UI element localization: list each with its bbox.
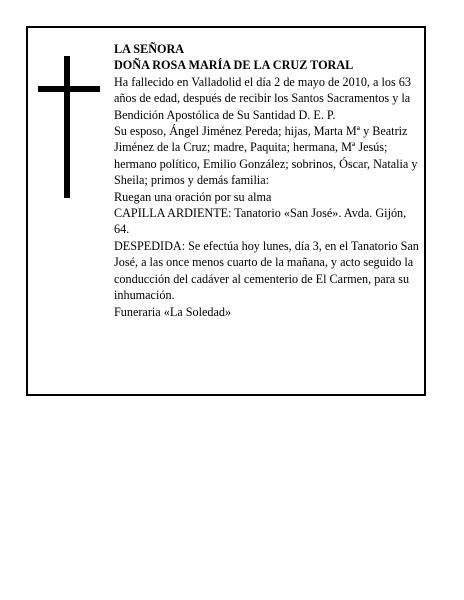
- cross-horizontal-bar: [38, 86, 100, 92]
- prayer-request: Ruegan una oración por su alma: [114, 189, 272, 204]
- obituary-notice: [26, 26, 426, 396]
- deceased-name: DOÑA ROSA MARÍA DE LA CRUZ TORAL: [114, 58, 354, 73]
- farewell-info: DESPEDIDA: Se efectúa hoy lunes, día 3, en el Tanatorio San José, a las once menos cuarto de la mañana, y acto seguido la conducción del cadáver al cementerio de El Carmen, para su inhumación.: [114, 238, 419, 303]
- cross-vertical-bar: [64, 56, 70, 198]
- family-list: Su esposo, Ángel Jiménez Pereda; hijas, Marta Mª y Beatriz Jiménez de la Cruz; madre, Paquita; hermana, Mª Jesús; hermano político, Emilio González; sobrinos, Óscar, Natalia y Sheila; primos y demás familia:: [114, 124, 418, 188]
- notice-title: LA SEÑORA: [114, 42, 185, 56]
- cross-icon: [38, 56, 100, 198]
- chapel-info: CAPILLA ARDIENTE: Tanatorio «San José». Avda. Gijón, 64.: [114, 206, 407, 237]
- death-announcement: Ha fallecido en Valladolid el día 2 de mayo de 2010, a los 63 años de edad, después de recibir los Santos Sacramentos y la Bendición Apostólica de Su Santidad D. E. P.: [114, 74, 411, 122]
- funeral-home: Funeraria «La Soledad»: [114, 304, 232, 319]
- notice-text: [114, 41, 420, 320]
